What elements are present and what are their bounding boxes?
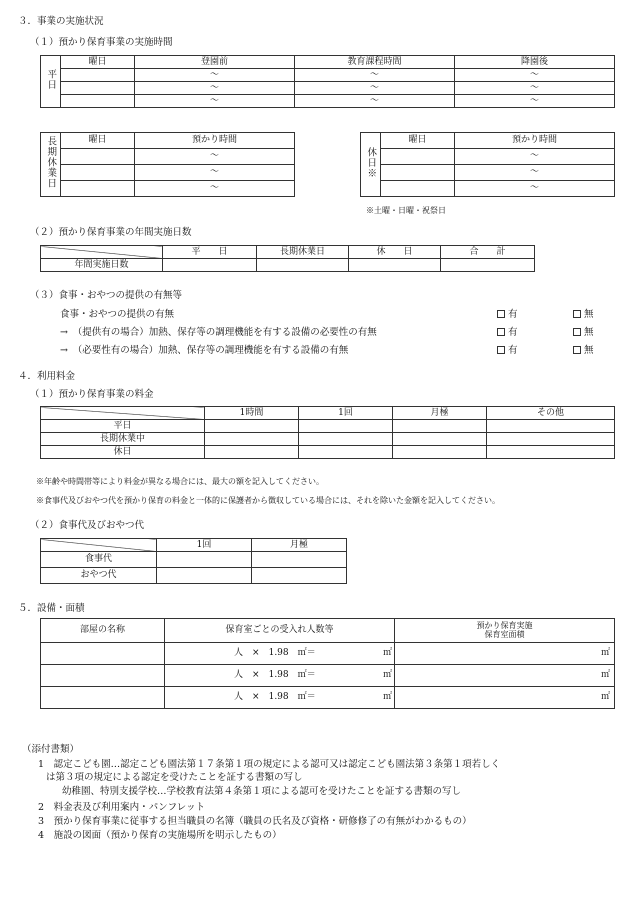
fee-input[interactable]: [487, 433, 615, 446]
header-room-name: 部屋の名称: [41, 619, 165, 643]
section-4-2-title: （２）食事代及びおやつ代: [30, 520, 145, 531]
attachment-item-1: 1 認定こども園…認定こども園法第１７条第１項の規定による認可又は認定こども園法第３条第１項若しく: [38, 759, 501, 770]
header-area: 預かり保育実施 保育室面積: [395, 619, 615, 643]
header-course: 教育課程時間: [295, 56, 455, 69]
section-4-1-title: （１）預かり保育事業の料金: [30, 389, 154, 400]
fee-input[interactable]: [252, 552, 347, 568]
section-5-title: ５．設備・面積: [18, 603, 85, 614]
header-after: 降園後: [455, 56, 615, 69]
meal-item-text: 食事・おやつの提供の有無: [60, 309, 175, 320]
input-long-vacation[interactable]: [257, 259, 349, 272]
attachment-item-3: 3 預かり保育事業に従事する担当職員の名簿（職員の氏名及び資格・研修修了の有無がわかるもの）: [38, 816, 472, 827]
area-input[interactable]: ㎡: [395, 643, 615, 665]
header-weekdays: 平 日: [163, 246, 257, 259]
header-weekday: 曜日: [61, 56, 135, 69]
weekday-side-label: 平日: [41, 56, 61, 108]
no-checkbox[interactable]: 無: [573, 327, 594, 338]
row-meal: 食事代: [41, 552, 157, 568]
fee-input[interactable]: [299, 420, 393, 433]
capacity-calc[interactable]: 人 × 1.98 ㎡＝ ㎡: [165, 665, 395, 687]
fee-input[interactable]: [299, 446, 393, 459]
header-hours: 預かり時間: [135, 133, 295, 149]
header-total: 合 計: [441, 246, 535, 259]
header-1hour: 1時間: [205, 407, 299, 420]
attachments-title: （添付書類）: [22, 744, 80, 755]
cell-time[interactable]: ～: [455, 181, 615, 197]
header-before: 登園前: [135, 56, 295, 69]
header-other: その他: [487, 407, 615, 420]
fee-input[interactable]: [487, 420, 615, 433]
header-1time: 1回: [157, 539, 252, 552]
header-long-vacation: 長期休業日: [257, 246, 349, 259]
no-checkbox[interactable]: 無: [573, 309, 594, 320]
section-3-3-title: （３）食事・おやつの提供の有無等: [30, 290, 183, 301]
cell-time[interactable]: ～: [135, 82, 295, 95]
attachment-item-2: 2 料金表及び利用案内・パンフレット: [38, 802, 206, 813]
row-holiday: 休日: [41, 446, 205, 459]
cell-time[interactable]: ～: [295, 82, 455, 95]
fee-input[interactable]: [157, 552, 252, 568]
cell-time[interactable]: ～: [455, 82, 615, 95]
room-name-input[interactable]: [41, 665, 165, 687]
row-label: 年間実施日数: [41, 259, 163, 272]
fee-table: [40, 406, 615, 459]
cell-time[interactable]: ～: [455, 69, 615, 82]
room-name-input[interactable]: [41, 687, 165, 709]
holiday-table: [360, 132, 615, 197]
header-weekday: 曜日: [61, 133, 135, 149]
section-4-title: ４．利用料金: [18, 371, 76, 382]
yes-checkbox[interactable]: 有: [497, 345, 518, 356]
fee-input[interactable]: [393, 433, 487, 446]
long-vacation-table: [40, 132, 295, 197]
holiday-note: ※土曜・日曜・祝祭日: [366, 206, 446, 215]
cell-day[interactable]: [61, 181, 135, 197]
fee-input[interactable]: [393, 420, 487, 433]
yes-checkbox[interactable]: 有: [497, 309, 518, 320]
fee-input[interactable]: [393, 446, 487, 459]
section-3-1-title: （１）預かり保育事業の実施時間: [30, 37, 173, 48]
fee-input[interactable]: [487, 446, 615, 459]
cell-time[interactable]: ～: [135, 165, 295, 181]
fee-input[interactable]: [205, 433, 299, 446]
cell-day[interactable]: [381, 181, 455, 197]
fee-note: ※食事代及びおやつ代を預かり保育の料金と一体的に保護者から徴収している場合には、それを除いた金額を記入してください。: [36, 496, 500, 505]
cell-time[interactable]: ～: [455, 95, 615, 108]
cell-day[interactable]: [61, 149, 135, 165]
capacity-calc[interactable]: 人 × 1.98 ㎡＝ ㎡: [165, 687, 395, 709]
cell-time[interactable]: ～: [455, 165, 615, 181]
cell-day[interactable]: [61, 95, 135, 108]
attachment-item-1-cont: は第３項の規定による認定を受けたことを証する書類の写し: [46, 772, 303, 783]
cell-day[interactable]: [61, 82, 135, 95]
header-monthly: 月極: [252, 539, 347, 552]
header-holidays: 休 日: [349, 246, 441, 259]
fee-input[interactable]: [157, 568, 252, 584]
capacity-calc[interactable]: 人 × 1.98 ㎡＝ ㎡: [165, 643, 395, 665]
row-long-vacation: 長期休業中: [41, 433, 205, 446]
attachment-item-4: 4 施設の図面（預かり保育の実施場所を明示したもの）: [38, 830, 282, 841]
header-1time: 1回: [299, 407, 393, 420]
cell-day[interactable]: [61, 69, 135, 82]
row-snack: おやつ代: [41, 568, 157, 584]
area-input[interactable]: ㎡: [395, 665, 615, 687]
fee-input[interactable]: [205, 446, 299, 459]
attachment-item-1-sub: 幼稚園、特別支援学校…学校教育法第４条第１項による認可を受けたことを証する書類の写し: [62, 786, 462, 797]
cell-day[interactable]: [381, 165, 455, 181]
header-capacity: 保育室ごとの受入れ人数等: [165, 619, 395, 643]
diagonal-cell: [41, 246, 163, 259]
input-holidays[interactable]: [349, 259, 441, 272]
section-3-2-title: （２）預かり保育事業の年間実施日数: [30, 227, 192, 238]
diagonal-cell: [41, 407, 205, 420]
cell-day[interactable]: [381, 149, 455, 165]
long-side-label: 長期休業日: [41, 133, 61, 197]
room-name-input[interactable]: [41, 643, 165, 665]
holiday-side-label: 休日※: [361, 133, 381, 197]
no-checkbox[interactable]: 無: [573, 345, 594, 356]
yes-checkbox[interactable]: 有: [497, 327, 518, 338]
row-weekday: 平日: [41, 420, 205, 433]
header-hours: 預かり時間: [455, 133, 615, 149]
header-weekday: 曜日: [381, 133, 455, 149]
fee-input[interactable]: [299, 433, 393, 446]
annual-days-table: [40, 245, 535, 272]
meal-fee-table: [40, 538, 347, 584]
meal-item-text: → （必要性有の場合）加熱、保存等の調理機能を有する設備の有無: [60, 345, 349, 356]
area-input[interactable]: ㎡: [395, 687, 615, 709]
input-weekdays[interactable]: [163, 259, 257, 272]
fee-input[interactable]: [252, 568, 347, 584]
fee-input[interactable]: [205, 420, 299, 433]
cell-time[interactable]: ～: [135, 95, 295, 108]
section-3-title: ３．事業の実施状況: [18, 16, 104, 27]
diagonal-cell: [41, 539, 157, 552]
header-monthly: 月極: [393, 407, 487, 420]
cell-time[interactable]: ～: [295, 69, 455, 82]
cell-time[interactable]: ～: [135, 181, 295, 197]
cell-day[interactable]: [61, 165, 135, 181]
cell-time[interactable]: ～: [455, 149, 615, 165]
input-total[interactable]: [441, 259, 535, 272]
fee-note: ※年齢や時間帯等により料金が異なる場合には、最大の額を記入してください。: [36, 477, 324, 486]
cell-time[interactable]: ～: [135, 69, 295, 82]
meal-item-text: → （提供有の場合）加熱、保存等の調理機能を有する設備の必要性の有無: [60, 327, 377, 338]
facility-table: [40, 618, 615, 709]
weekday-time-table: [40, 55, 615, 108]
cell-time[interactable]: ～: [135, 149, 295, 165]
cell-time[interactable]: ～: [295, 95, 455, 108]
